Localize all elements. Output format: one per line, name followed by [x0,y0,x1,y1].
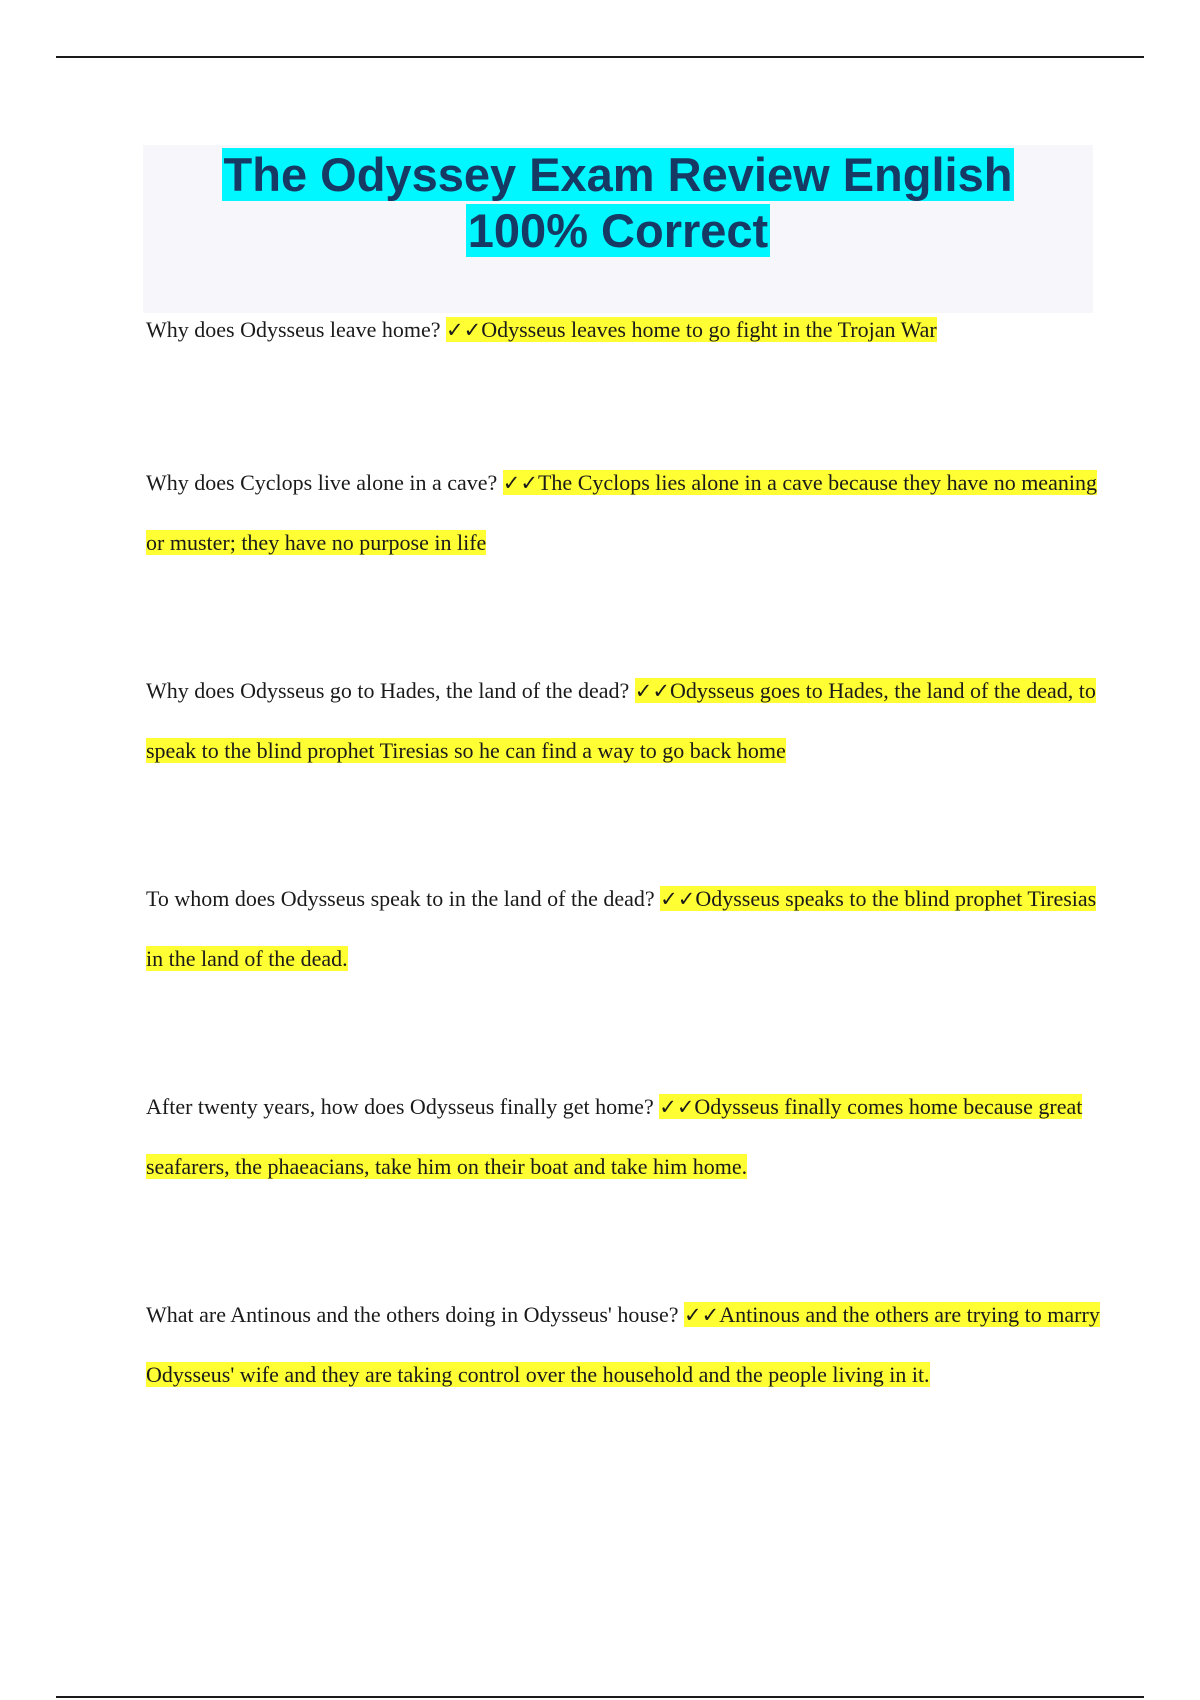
qa-item-5 [146,1077,1106,1197]
question-text: Why does Odysseus leave home? [146,317,441,342]
double-check-icon: ✓✓ [445,318,482,342]
double-check-icon: ✓✓ [659,1095,695,1119]
answer-highlight [446,317,937,342]
double-check-icon: ✓✓ [502,471,538,495]
qa-item-4 [146,869,1106,989]
qa-item-3 [146,661,1106,781]
double-check-icon: ✓✓ [634,679,670,703]
bottom-divider [56,1696,1144,1698]
qa-item-1 [146,300,1106,360]
title-banner [143,145,1093,313]
top-divider [56,56,1144,58]
double-check-icon: ✓✓ [660,887,696,911]
answer-text: Odysseus finally comes home because great seafarers, the phaeacians, take him on their boat and take him home. [146,1094,1083,1179]
question-text: What are Antinous and the others doing in Odysseus' house? [146,1302,679,1327]
question-text: Why does Cyclops live alone in a cave? [146,470,498,495]
answer-text: The Cyclops lies alone in a cave because they have no meaning or muster; they have no purpose in life [146,470,1097,555]
qa-item-6 [146,1285,1106,1405]
question-text: Why does Odysseus go to Hades, the land of the dead? [146,678,630,703]
answer-text: Odysseus leaves home to go fight in the Trojan War [481,317,937,342]
answer-text: Odysseus goes to Hades, the land of the dead, to speak to the blind prophet Tiresias so he can find a way to go back home [146,678,1096,763]
document-title [143,145,1093,259]
answer-text: Antinous and the others are trying to marry Odysseus' wife and they are taking control over the household and the people living in it. [146,1302,1100,1387]
qa-item-2 [146,453,1106,573]
question-text: To whom does Odysseus speak to in the land of the dead? [146,886,655,911]
question-text: After twenty years, how does Odysseus finally get home? [146,1094,654,1119]
title-line-1: The Odyssey Exam Review English [223,148,1013,201]
title-line-2: 100% Correct [467,204,769,257]
answer-text: Odysseus speaks to the blind prophet Tiresias in the land of the dead. [146,886,1097,971]
double-check-icon: ✓✓ [683,1303,720,1327]
